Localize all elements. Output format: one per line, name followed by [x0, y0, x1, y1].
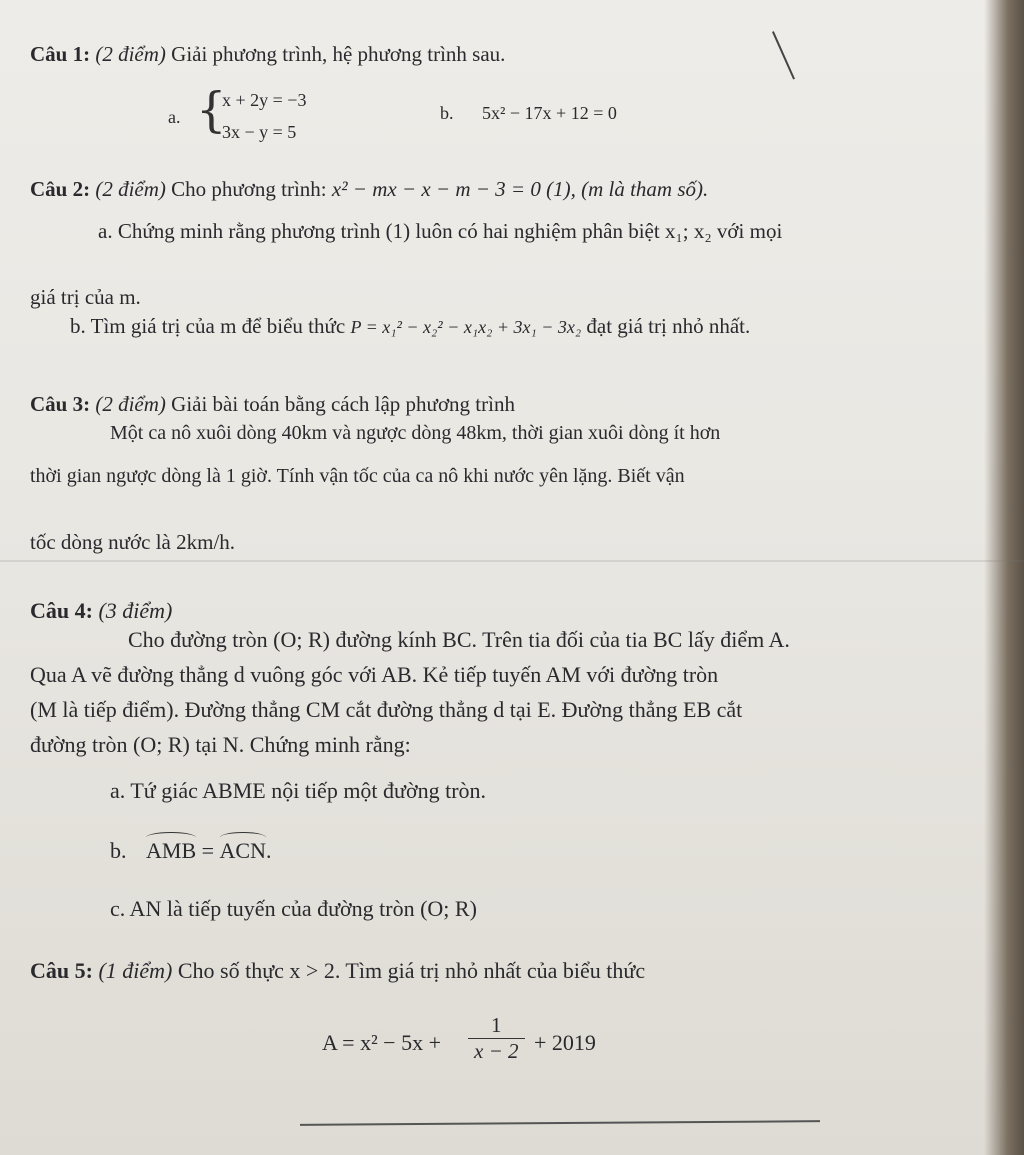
q3-line3: tốc dòng nước là 2km/h. [30, 530, 236, 554]
q2-a-line2: giá trị của m. [30, 285, 141, 309]
q5-label: Câu 5: [30, 958, 93, 983]
arc-acn [220, 838, 266, 863]
q5-expr-right: + 2019 [534, 1030, 596, 1055]
q5-frac-den: x − 2 [474, 1039, 519, 1063]
q4-b-eq: = [201, 838, 215, 863]
q4-b-dot: . [266, 838, 272, 863]
q1-heading [30, 42, 505, 66]
q5-frac-num: 1 [468, 1013, 525, 1039]
q4-b-label: b. [110, 838, 127, 863]
q4-line1: Cho đường tròn (O; R) đường kính BC. Trên tia đối của tia BC lấy điểm A. [128, 627, 790, 652]
q1-b-eq: 5x² − 17x + 12 = 0 [482, 103, 617, 123]
q2-points: (2 điểm) [95, 177, 166, 201]
q4-a: a. Tứ giác ABME nội tiếp một đường tròn. [110, 778, 487, 803]
q5-points: (1 điểm) [98, 958, 173, 983]
q4-line2: Qua A vẽ đường thẳng d vuông góc với AB. Kẻ tiếp tuyến AM với đường tròn [30, 662, 719, 687]
q4-b-angle1: AMB [146, 838, 197, 863]
q1-a-eq2: 3x − y = 5 [222, 122, 297, 142]
arc-amb [146, 838, 196, 863]
q1-b-label: b. [440, 103, 454, 123]
q1-a-label: a. [168, 107, 181, 127]
q3-heading [30, 392, 515, 416]
q4-b-angle2: ACN [219, 838, 266, 863]
q4-heading [30, 598, 172, 623]
q4-points: (3 điểm) [98, 598, 173, 623]
q5-heading [30, 958, 645, 983]
q1-label: Câu 1: [30, 42, 91, 66]
q5-text: Cho số thực x > 2. Tìm giá trị nhỏ nhất của biểu thức [177, 958, 646, 983]
q2-b-text: b. Tìm giá trị của m để biểu thức [70, 314, 346, 338]
q4-label: Câu 4: [30, 598, 93, 623]
q1-points: (2 điểm) [95, 42, 166, 66]
q4-c: c. AN là tiếp tuyến của đường tròn (O; R) [110, 896, 477, 921]
q4-line3: (M là tiếp điểm). Đường thẳng CM cắt đường thẳng d tại E. Đường thẳng EB cắt [30, 697, 743, 722]
q3-points: (2 điểm) [95, 392, 166, 416]
q2-b-tail: đạt giá trị nhỏ nhất. [586, 314, 751, 338]
system-brace: { [196, 82, 227, 138]
q2-b-line [70, 314, 750, 338]
q3-label: Câu 3: [30, 392, 91, 416]
q3-line1: Một ca nô xuôi dòng 40km và ngược dòng 48km, thời gian xuôi dòng ít hơn [110, 422, 721, 444]
paper-fold [0, 560, 1024, 562]
q3-text: Giải bài toán bằng cách lập phương trình [171, 392, 515, 416]
q2-heading [30, 177, 708, 201]
q1-a-eq1: x + 2y = −3 [222, 90, 307, 110]
paper-edge-shadow [984, 0, 1024, 1155]
q1-text: Giải phương trình, hệ phương trình sau. [171, 42, 506, 66]
q4-line4: đường tròn (O; R) tại N. Chứng minh rằng: [30, 732, 411, 757]
q2-a-line1: a. Chứng minh rằng phương trình (1) luôn có hai nghiệm phân biệt x₁; x₂ với mọi [98, 219, 783, 243]
q2-equation: x² − mx − x − m − 3 = 0 (1), (m là tham số). [331, 177, 709, 201]
q2-label: Câu 2: [30, 177, 91, 201]
q5-fraction [468, 1013, 525, 1064]
q4-b [110, 838, 272, 863]
arc-mark-icon [146, 832, 196, 843]
arc-mark-icon [220, 832, 266, 843]
q2-b-expr: P = x₁² − x₂² − x₁x₂ + 3x₁ − 3x₂ [350, 317, 582, 337]
q5-expr-left: A = x² − 5x + [322, 1030, 441, 1055]
q2-text: Cho phương trình: [171, 177, 327, 201]
q3-line2: thời gian ngược dòng là 1 giờ. Tính vận tốc của ca nô khi nước yên lặng. Biết vận [30, 465, 685, 487]
